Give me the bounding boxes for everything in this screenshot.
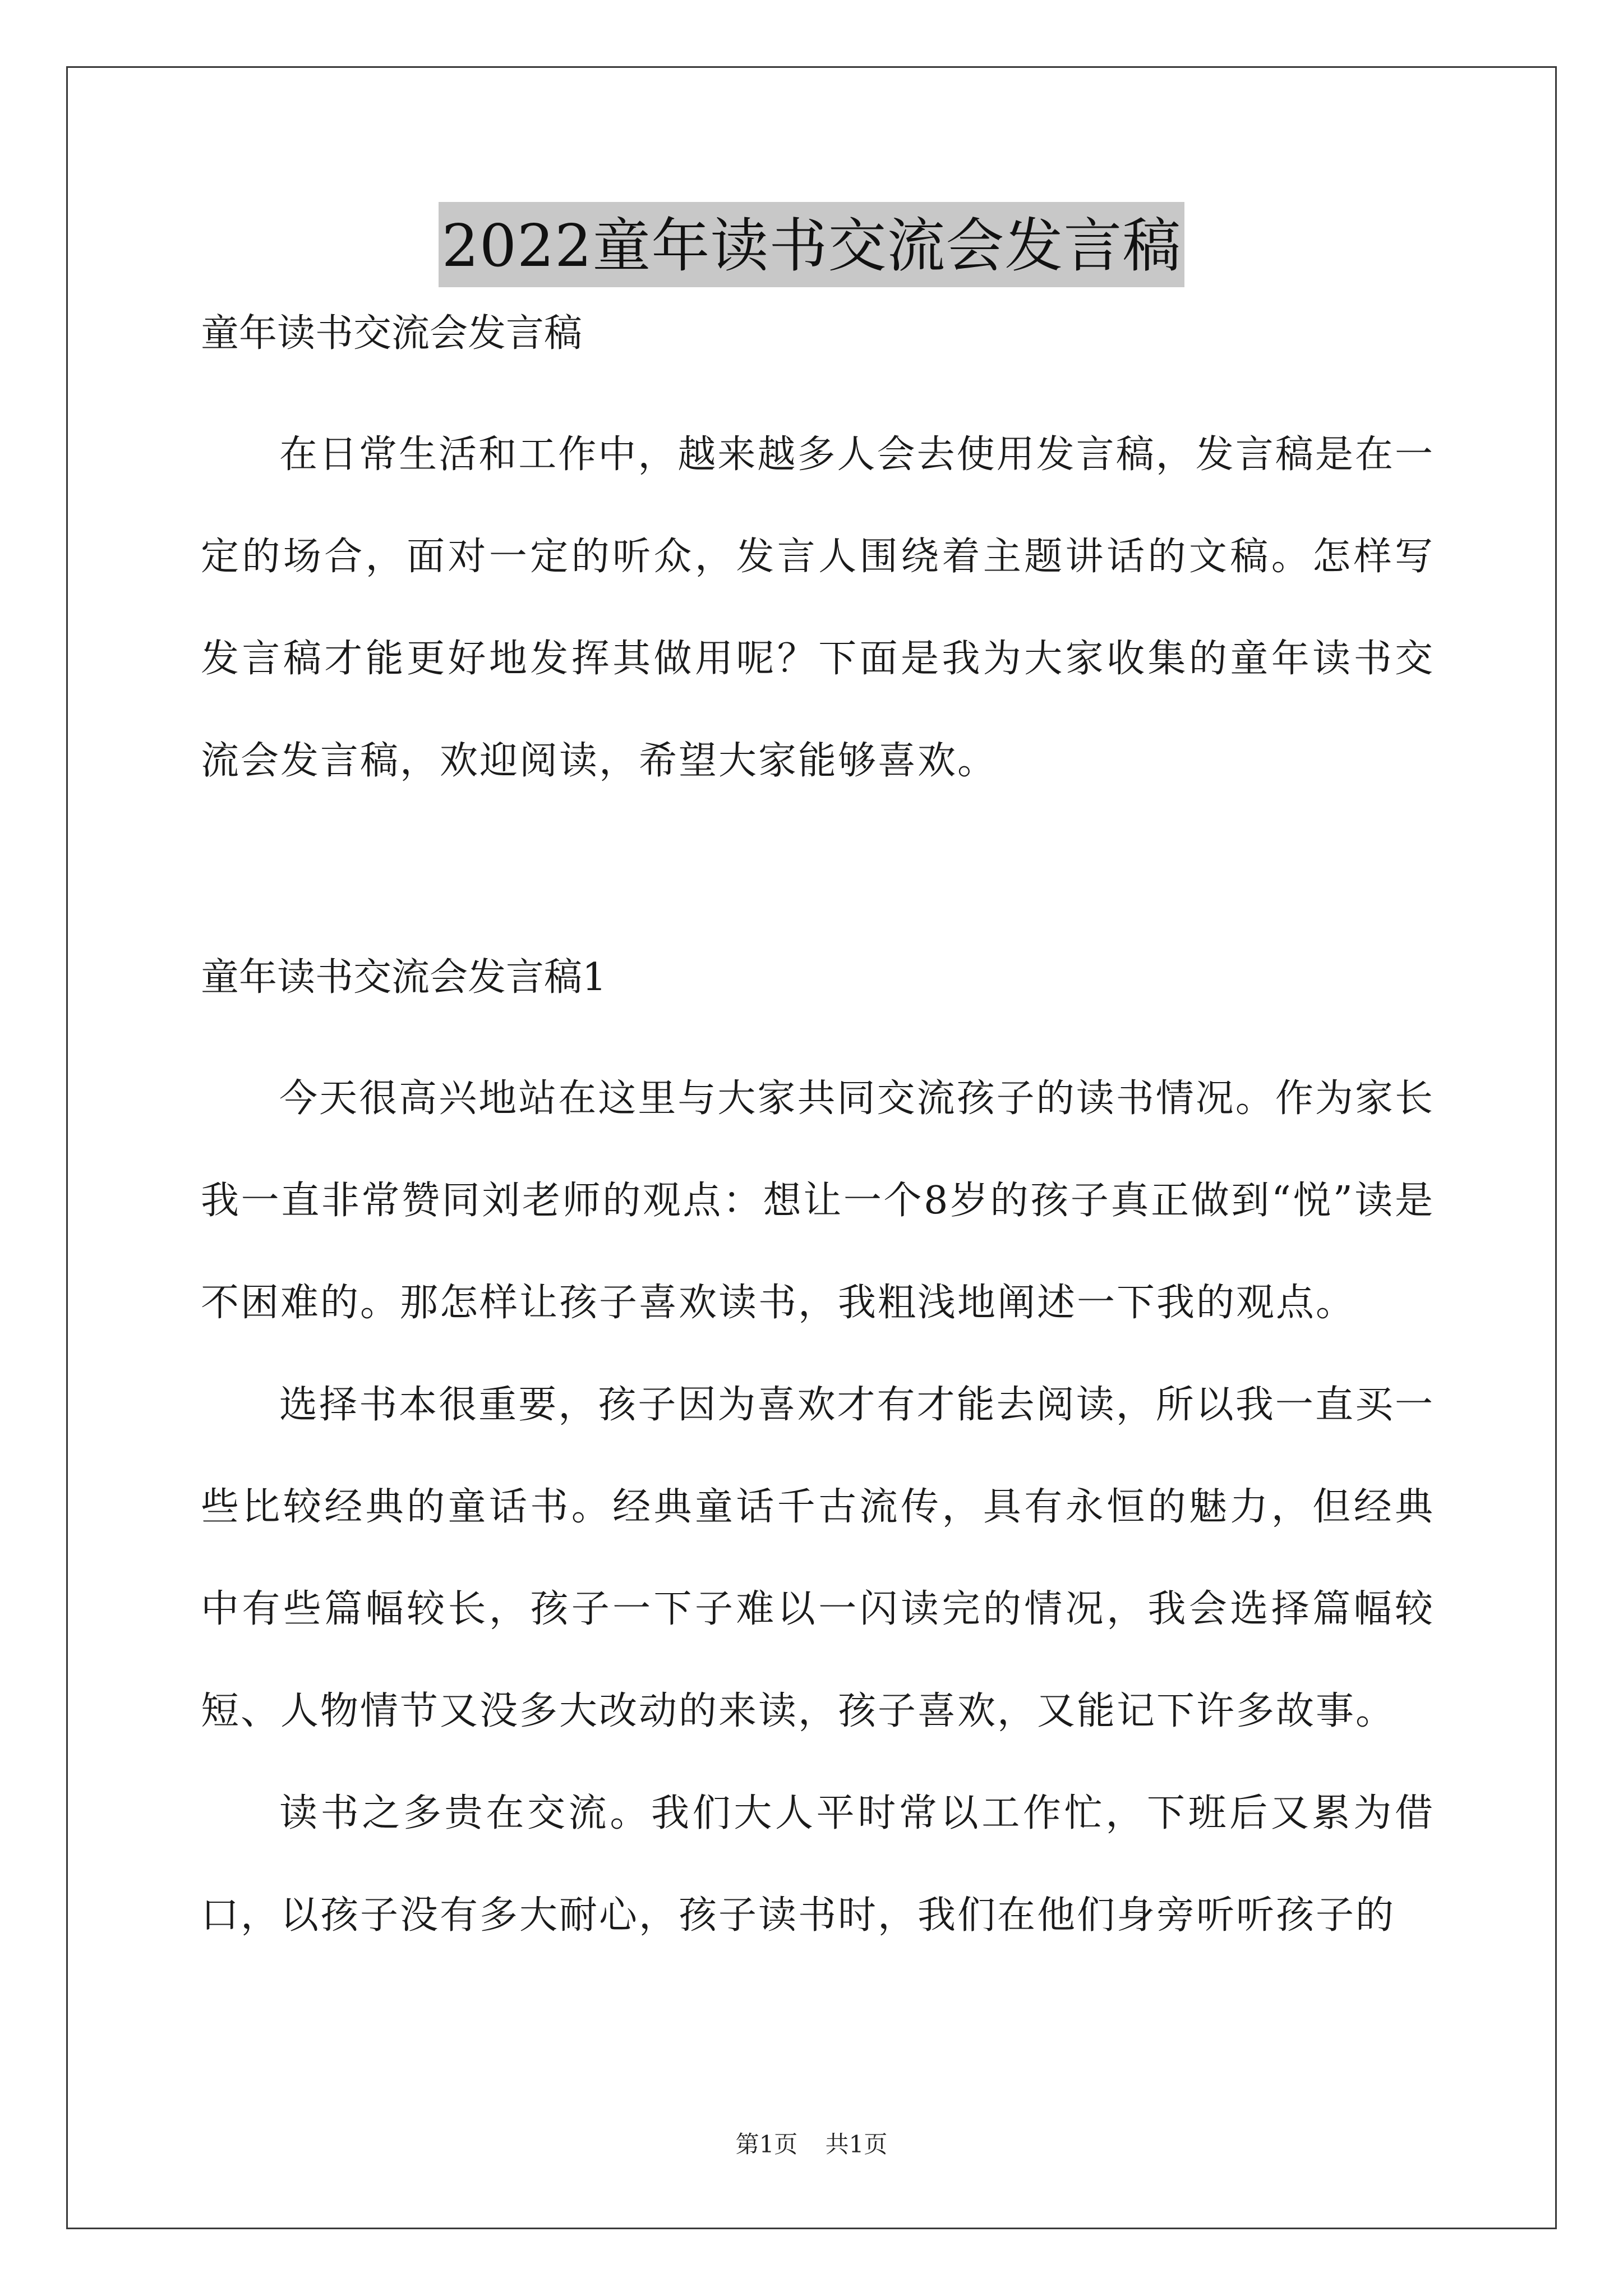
page-total: 共1页 <box>825 2131 888 2158</box>
paragraph: 在日常生活和工作中，越来越多人会去使用发言稿，发言稿是在一定的场合，面对一定的听众，发言人围绕着主题讲话的文稿。怎样写发言稿才能更好地发挥其做用呢？下面是我为大家收集的童年读书交流会发言稿，欢迎阅读，希望大家能够喜欢。 <box>201 432 1435 783</box>
section-heading: 童年读书交流会发言稿 <box>201 311 583 356</box>
document-body <box>201 303 1435 1967</box>
paragraph: 选择书本很重要，孩子因为喜欢才有才能去阅读，所以我一直买一些比较经典的童话书。经典童话千古流传，具有永恒的魅力，但经典中有些篇幅较长，孩子一下子难以一闪读完的情况，我会选择篇幅较短、人物情节又没多大改动的来读，孩子喜欢，又能记下许多故事。 <box>201 1383 1435 1733</box>
title-container <box>0 202 1623 287</box>
document-title: 2022童年读书交流会发言稿 <box>439 202 1185 287</box>
page-number: 第1页 <box>735 2131 798 2158</box>
paragraph: 今天很高兴地站在这里与大家共同交流孩子的读书情况。作为家长我一直非常赞同刘老师的观点：想让一个8岁的孩子真正做到“悦”读是不困难的。那怎样让孩子喜欢读书，我粗浅地阐述一下我的观点。 <box>201 1076 1435 1325</box>
section-heading: 童年读书交流会发言稿1 <box>201 955 607 1000</box>
page-footer <box>0 2126 1623 2160</box>
paragraph: 读书之多贵在交流。我们大人平时常以工作忙，下班后又累为借口，以孩子没有多大耐心，孩子读书时，我们在他们身旁听听孩子的 <box>201 1791 1435 1938</box>
